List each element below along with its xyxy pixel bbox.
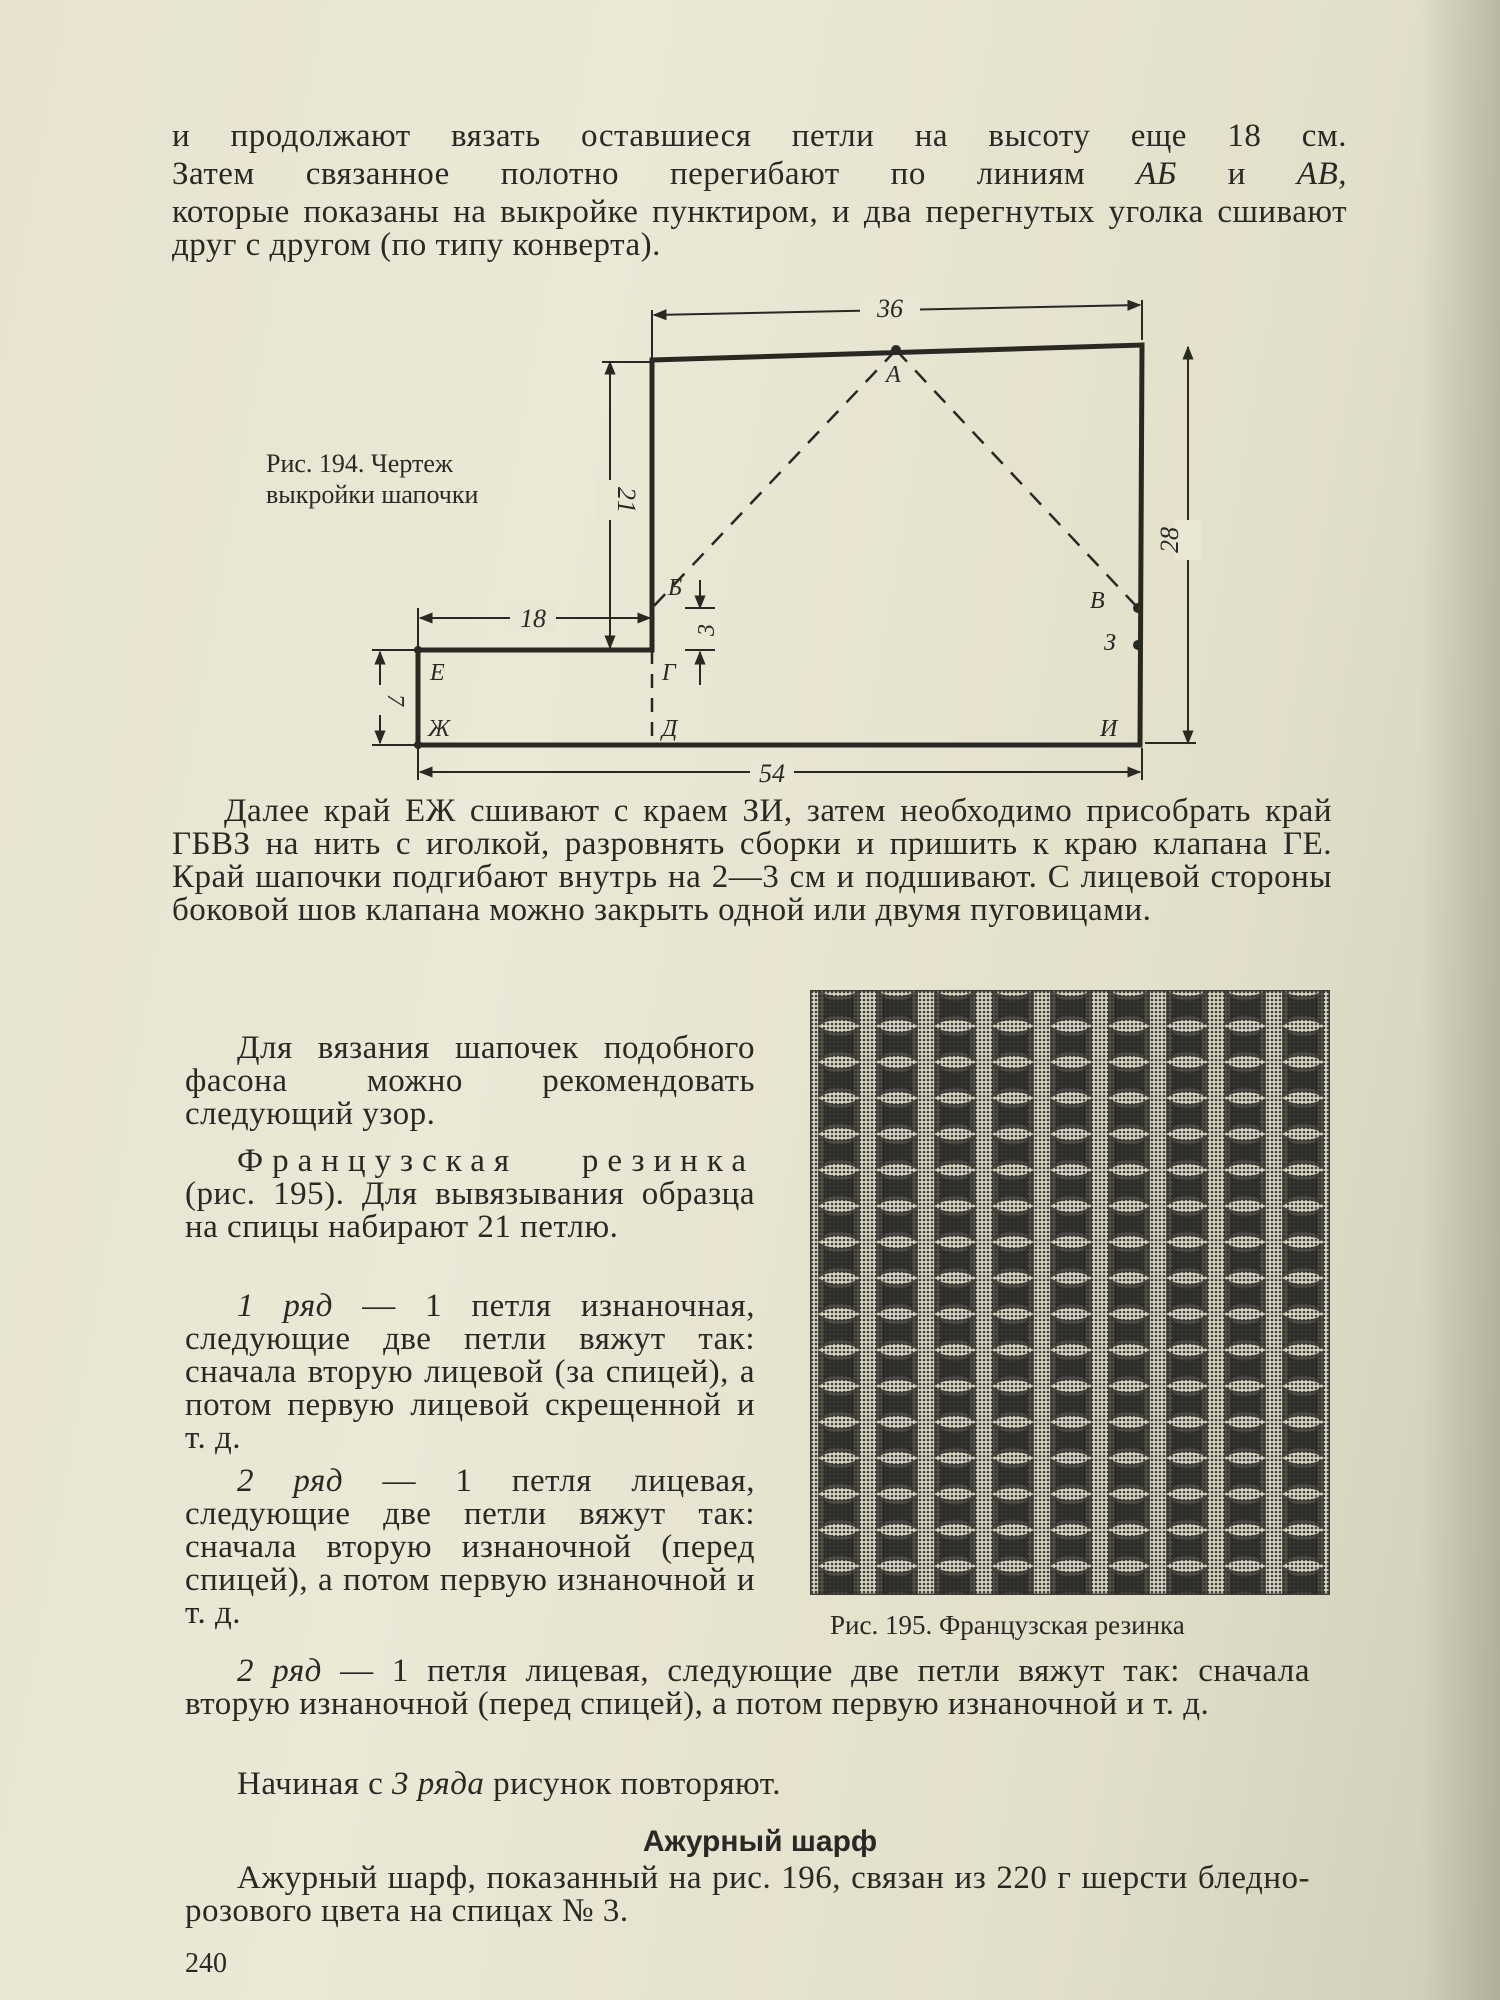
intro-line-1: и продолжают вязать оставшиеся петли на высоту еще 18 см. — [172, 118, 1347, 154]
dim-18-label: 18 — [520, 604, 546, 633]
french-rib-photo — [810, 990, 1330, 1595]
point-v-label: В — [1090, 588, 1105, 614]
repeat-label: 3 ряда — [392, 1766, 485, 1802]
paragraph-row-2a — [185, 1465, 755, 1630]
point-e-label: Е — [430, 660, 445, 686]
row-2a-text: — 1 петля лицевая, следующие две петли вяжут так: сначала вторую изнаночной (перед спицей), а потом первую изнаночной и т. д. — [185, 1463, 755, 1631]
section-heading: Ажурный шарф — [642, 1825, 878, 1858]
fig195-caption: Рис. 195. Французская резинка — [830, 1610, 1185, 1640]
paragraph-assembly — [172, 795, 1332, 965]
paragraph-row-1 — [185, 1290, 755, 1455]
point-z-dot — [1133, 640, 1143, 650]
row-2b-label: 2 ряд — [237, 1653, 322, 1689]
row-2a-label: 2 ряд — [237, 1463, 344, 1499]
fold-line-ab — [652, 350, 896, 608]
row-1-text: — 1 петля изнаночная, следующие две петли вяжут так: сначала вторую лицевой (за спицей), а потом первую лицевой скрещенной и т. д. — [185, 1288, 755, 1456]
point-d-label: Д — [662, 716, 678, 742]
hat-pattern-diagram — [370, 290, 1210, 790]
paragraph-scarf: Ажурный шарф, показанный на рис. 196, связан из 220 г шерсти бледно-розового цвета на спицах № 3. — [185, 1860, 1310, 1929]
intro-line-3: которые показаны на выкройке пунктиром, и два перегнутых уголка сшивают друг с другом (по типу конверта). — [172, 194, 1347, 263]
point-b-label: Б — [668, 575, 683, 601]
paragraph-row-2b — [185, 1655, 1310, 1721]
row-1-label: 1 ряд — [237, 1288, 333, 1324]
point-zh-label: Ж — [428, 716, 450, 742]
fig194-caption-line2: выкройки шапочки — [266, 480, 479, 509]
dim-21-label: 21 — [612, 487, 641, 513]
page-number: 240 — [185, 1948, 227, 1979]
intro-and: и — [1176, 156, 1297, 192]
paragraph-assembly-text: Далее край ЕЖ сшивают с краем ЗИ, затем необходимо присобрать край ГБВЗ на нить с иголкой, разровнять сборки и пришить к краю клапана ГЕ. Край шапочки подгибают внутрь на 2—3 см и подшивают. С лицевой стороны боковой шов клапана можно закрыть одной или двумя пуговицами. — [172, 793, 1332, 928]
line-av-label: АВ, — [1296, 156, 1347, 192]
dim-54-label: 54 — [759, 759, 785, 788]
repeat-text-pre: Начиная с — [237, 1766, 393, 1802]
fig194-caption-line1: Рис. 194. Чертеж — [266, 449, 453, 478]
page-edge-shadow — [1420, 0, 1500, 2000]
repeat-text-post: рисунок повторяют. — [484, 1766, 781, 1802]
french-rib-title: Французская резинка — [237, 1143, 755, 1179]
dim-36-label: 36 — [877, 294, 903, 323]
paragraph-french-rib — [185, 1145, 755, 1244]
dim-7-label: 7 — [382, 694, 408, 706]
intro-line-2-text: Затем связанное полотно перегибают по линиям — [172, 156, 1137, 192]
point-v-dot — [1133, 603, 1143, 613]
pattern-outline — [418, 345, 1142, 745]
intro-line-2 — [172, 158, 1347, 191]
line-ab-label: АБ — [1136, 156, 1177, 192]
point-i-label: И — [1100, 716, 1118, 742]
fold-line-av — [896, 350, 1138, 608]
row-2b-text: — 1 петля лицевая, следующие две петли вяжут так: сначала вторую изнаночной (перед спицей), а потом первую изнаночной и т. д. — [185, 1653, 1310, 1722]
dim-3-label: 3 — [694, 624, 720, 636]
point-a-dot — [891, 345, 901, 355]
paragraph-repeat — [185, 1768, 1310, 1801]
dim-28-label: 28 — [1155, 527, 1184, 553]
paragraph-recommend: Для вязания шапочек подобного фасона можно рекомендовать следующий узор. — [185, 1030, 755, 1132]
point-z-label: З — [1104, 630, 1116, 656]
point-g-label: Г — [662, 660, 676, 686]
point-a-label: А — [886, 362, 901, 388]
french-rib-text: (рис. 195). Для вывязывания образца на спицы набирают 21 петлю. — [185, 1176, 755, 1245]
